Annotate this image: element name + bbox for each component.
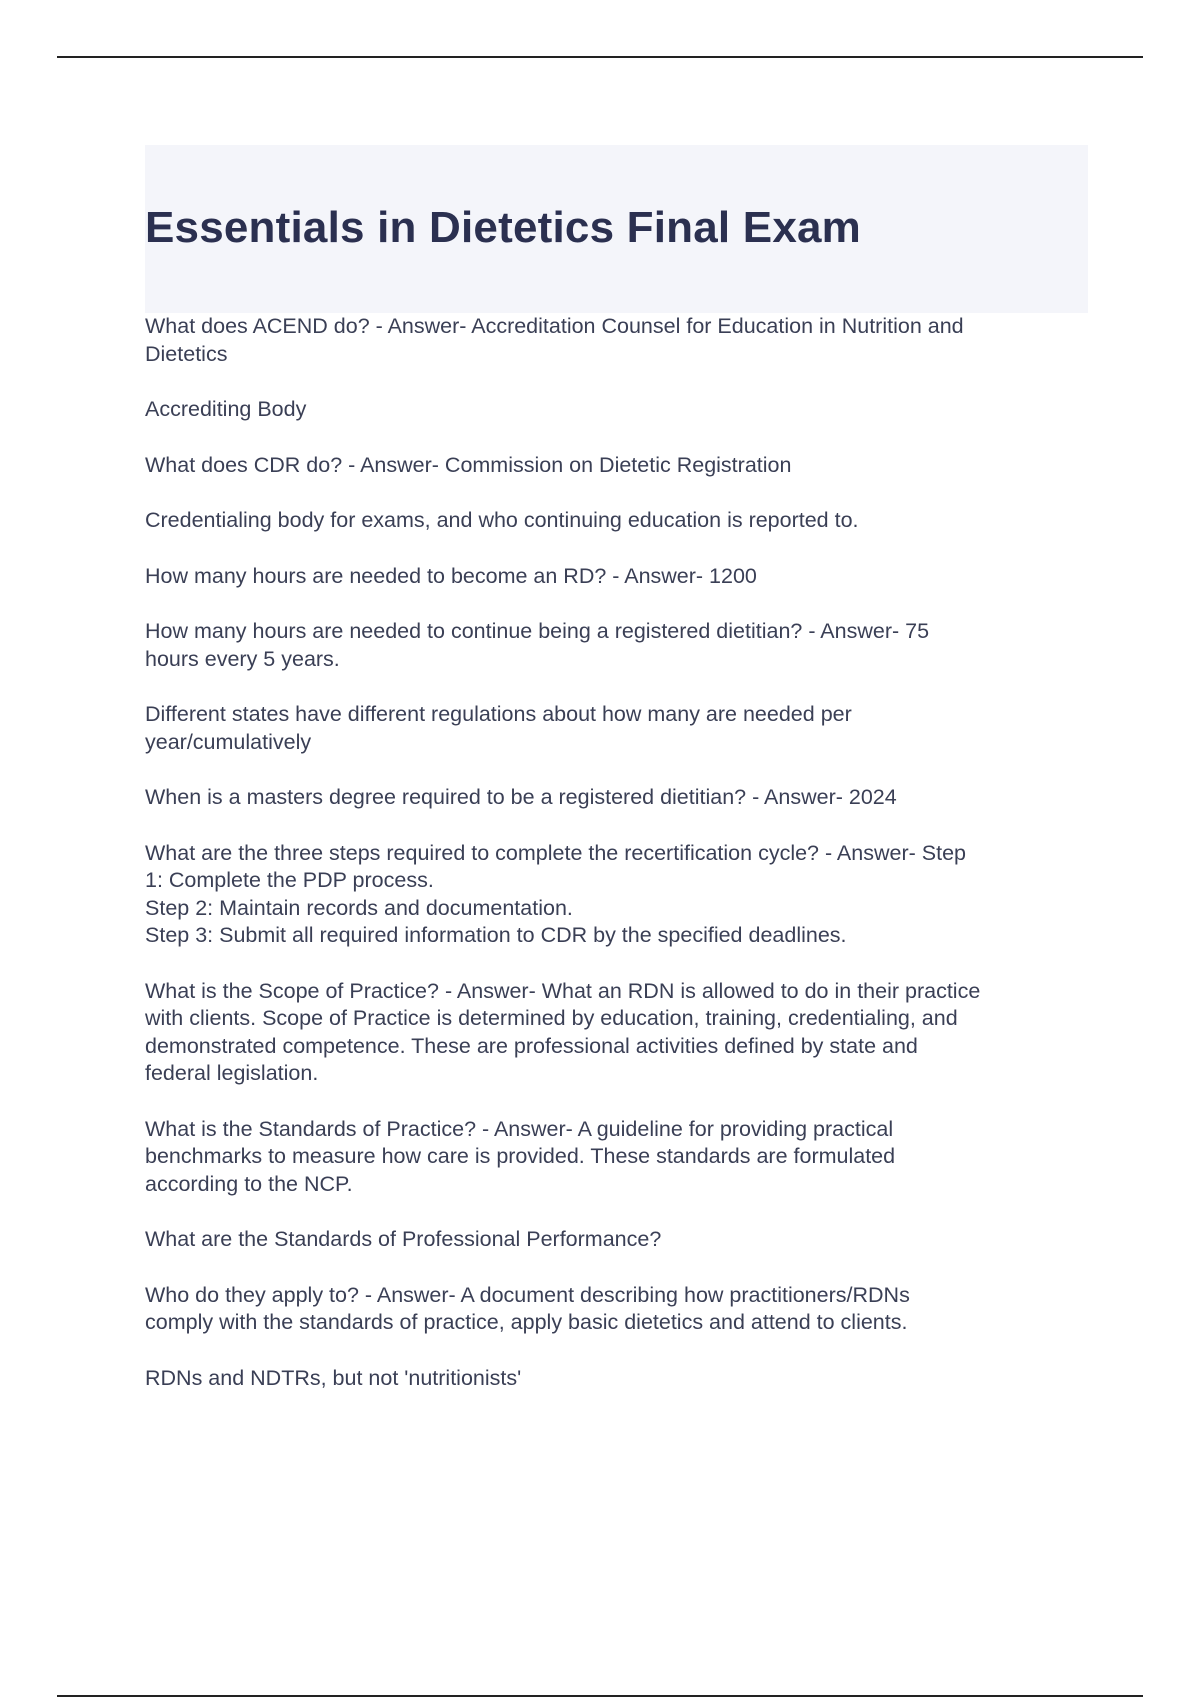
paragraph bbox=[145, 701, 1088, 756]
text-line: How many hours are needed to continue being a registered dietitian? - Answer- 75 bbox=[145, 619, 930, 643]
text-line: federal legislation. bbox=[145, 1061, 319, 1085]
paragraph bbox=[145, 563, 1088, 591]
bottom-rule bbox=[57, 1695, 1143, 1697]
text-line: benchmarks to measure how care is provided. These standards are formulated bbox=[145, 1144, 896, 1168]
text-line: Credentialing body for exams, and who continuing education is reported to. bbox=[145, 508, 859, 532]
text-line: year/cumulatively bbox=[145, 729, 312, 754]
paragraph bbox=[145, 978, 1088, 1088]
text-line: Step 3: Submit all required information to CDR by the specified deadlines. bbox=[145, 923, 847, 947]
text-line: Accrediting Body bbox=[145, 397, 307, 421]
text-line: comply with the standards of practice, apply basic dietetics and attend to clients. bbox=[145, 1310, 908, 1334]
text-line: What is the Scope of Practice? - Answer- What an RDN is allowed to do in their practice bbox=[145, 978, 981, 1003]
paragraph bbox=[145, 1365, 1088, 1393]
text-line: What does ACEND do? - Answer- Accreditation Counsel for Education in Nutrition and bbox=[145, 314, 964, 338]
document-body bbox=[145, 313, 1088, 1420]
text-line: When is a masters degree required to be a registered dietitian? - Answer- 2024 bbox=[145, 785, 897, 809]
text-line: RDNs and NDTRs, but not 'nutritionists' bbox=[145, 1365, 522, 1390]
text-line: What does CDR do? - Answer- Commission on Dietetic Registration bbox=[145, 452, 792, 477]
paragraph bbox=[145, 840, 1088, 950]
text-line: Who do they apply to? - Answer- A document describing how practitioners/RDNs bbox=[145, 1282, 910, 1307]
text-line: according to the NCP. bbox=[145, 1171, 353, 1196]
paragraph bbox=[145, 618, 1088, 673]
text-line: Different states have different regulations about how many are needed per bbox=[145, 702, 852, 726]
text-line: 1: Complete the PDP process. bbox=[145, 868, 434, 892]
paragraph bbox=[145, 784, 1088, 812]
text-line: Dietetics bbox=[145, 341, 228, 366]
text-line: What is the Standards of Practice? - Answer- A guideline for providing practical bbox=[145, 1116, 894, 1141]
paragraph bbox=[145, 452, 1088, 480]
text-line: How many hours are needed to become an RD? - Answer- 1200 bbox=[145, 563, 757, 588]
paragraph bbox=[145, 1116, 1088, 1199]
paragraph bbox=[145, 313, 1088, 368]
text-line: What are the three steps required to complete the recertification cycle? - Answer- Step bbox=[145, 840, 966, 865]
text-line: What are the Standards of Professional Performance? bbox=[145, 1227, 662, 1251]
paragraph bbox=[145, 1226, 1088, 1254]
text-line: Step 2: Maintain records and documentation. bbox=[145, 895, 573, 920]
document-title: Essentials in Dietetics Final Exam bbox=[145, 203, 861, 252]
paragraph bbox=[145, 1282, 1088, 1337]
text-line: hours every 5 years. bbox=[145, 646, 340, 671]
text-line: with clients. Scope of Practice is determined by education, training, credentialing, and bbox=[145, 1006, 958, 1030]
text-line: demonstrated competence. These are professional activities defined by state and bbox=[145, 1033, 918, 1058]
top-rule bbox=[57, 56, 1143, 58]
paragraph bbox=[145, 396, 1088, 424]
paragraph bbox=[145, 507, 1088, 535]
title-block bbox=[145, 145, 1088, 313]
